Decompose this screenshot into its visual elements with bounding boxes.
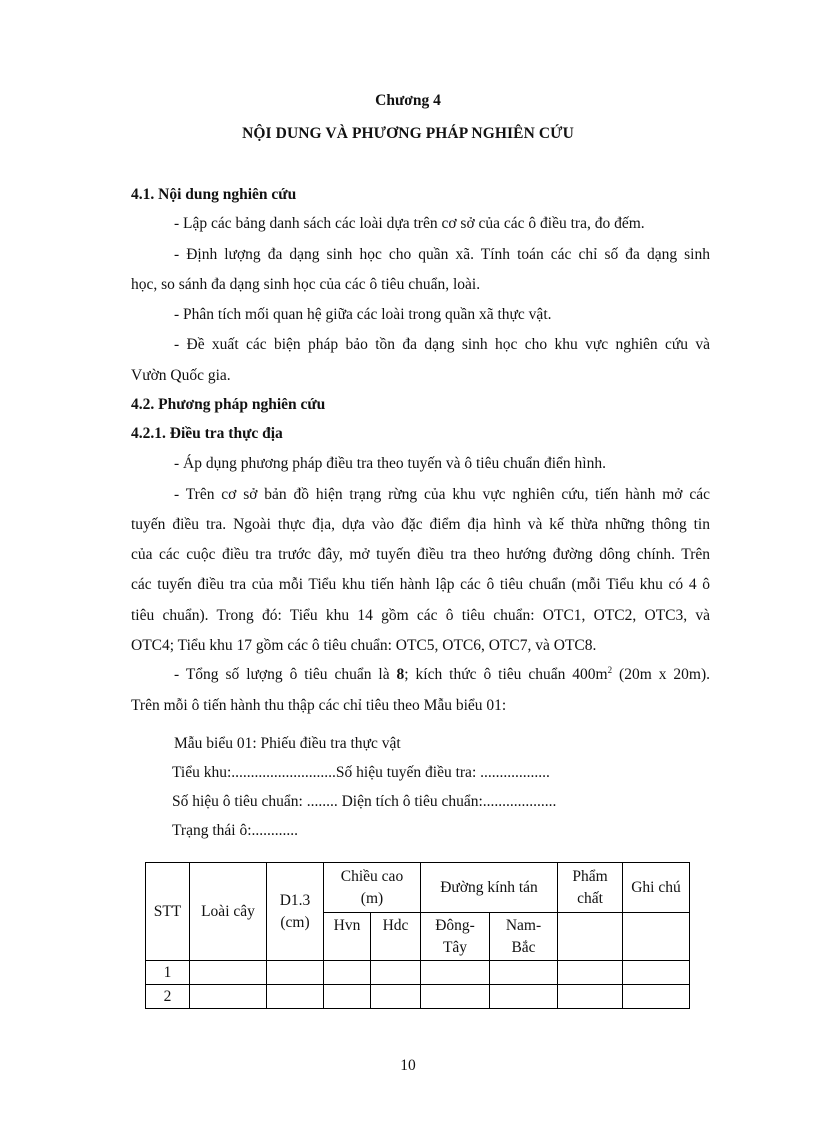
empty-cell — [623, 961, 690, 985]
header-hdc: Hdc — [371, 913, 421, 961]
empty-cell — [421, 985, 490, 1009]
header-quality — [558, 863, 623, 913]
page-number: 10 — [400, 1057, 416, 1074]
form-title: Mẫu biểu 01: Phiếu điều tra thực vật — [174, 735, 401, 752]
section-4-1-heading: 4.1. Nội dung nghiên cứu — [131, 186, 297, 203]
empty-cell — [421, 961, 490, 985]
plot-count-line — [174, 666, 710, 684]
paragraph-line: - Phân tích mối quan hệ giữa các loài trong quần xã thực vật. — [174, 306, 552, 323]
form-line-status: Trạng thái ô:............ — [172, 822, 299, 839]
header-notes: Ghi chú — [623, 863, 690, 913]
header-stt: STT — [146, 863, 190, 961]
header-crown: Đường kính tán — [421, 863, 558, 913]
east-west-1: Đông- — [435, 916, 475, 934]
paragraph-line: tuyến điều tra. Ngoài thực địa, dựa vào đặc điểm địa hình và kế thừa những thông tin — [131, 516, 710, 533]
empty-cell — [490, 985, 558, 1009]
paragraph-line: Vườn Quốc gia. — [131, 367, 231, 384]
count-post: (20m x 20m). — [612, 666, 711, 683]
header-east-west — [421, 913, 490, 961]
empty-cell — [490, 961, 558, 985]
row-number: 1 — [146, 961, 190, 985]
paragraph-line: học, so sánh đa dạng sinh học của các ô tiêu chuẩn, loài. — [131, 276, 481, 293]
paragraph-line: - Lập các bảng danh sách các loài dựa trên cơ sở của các ô điều tra, đo đếm. — [174, 215, 645, 232]
empty-cell — [623, 913, 690, 961]
paragraph-line: - Định lượng đa dạng sinh học cho quần xã. Tính toán các chỉ số đa dạng sinh — [174, 246, 710, 263]
empty-cell — [190, 985, 267, 1009]
header-d13 — [267, 863, 324, 961]
header-hvn: Hvn — [324, 913, 371, 961]
chapter-title: NỘI DUNG VÀ PHƯƠNG PHÁP NGHIÊN CỨU — [242, 125, 574, 142]
empty-cell — [558, 913, 623, 961]
count-mid: ; kích thức ô tiêu chuẩn 400m — [404, 666, 608, 683]
paragraph-line: của các cuộc điều tra trước đây, mở tuyến điều tra theo hướng đường dông chính. Trên — [131, 546, 710, 563]
header-quality-1: Phẩm — [572, 867, 608, 885]
header-height-label: Chiều cao — [340, 867, 404, 885]
count-pre: - Tổng số lượng ô tiêu chuẩn là — [174, 666, 397, 683]
paragraph-line: các tuyến điều tra của mỗi Tiểu khu tiến hành lập các ô tiêu chuẩn (mỗi Tiểu khu có 4 ô — [131, 576, 710, 593]
header-height — [324, 863, 421, 913]
table-row — [146, 961, 690, 985]
empty-cell — [324, 985, 371, 1009]
north-south-2: Bắc — [511, 938, 536, 956]
header-height-unit: (m) — [360, 889, 384, 907]
form-line-plot: Số hiệu ô tiêu chuẩn: ........ Diện tích ô tiêu chuẩn:................... — [172, 793, 557, 810]
empty-cell — [558, 961, 623, 985]
empty-cell — [371, 985, 421, 1009]
squared-superscript: 2 — [607, 664, 613, 675]
empty-cell — [623, 985, 690, 1009]
east-west-2: Tây — [442, 938, 468, 956]
empty-cell — [558, 985, 623, 1009]
form-line-subzone: Tiểu khu:...........................Số hiệu tuyến điều tra: .................. — [172, 764, 550, 781]
header-species: Loài cây — [190, 863, 267, 961]
paragraph-line: - Trên cơ sở bản đồ hiện trạng rừng của khu vực nghiên cứu, tiến hành mở các — [174, 486, 710, 503]
empty-cell — [190, 961, 267, 985]
row-number: 2 — [146, 985, 190, 1009]
empty-cell — [267, 961, 324, 985]
empty-cell — [267, 985, 324, 1009]
section-4-2-heading: 4.2. Phương pháp nghiên cứu — [131, 396, 326, 413]
north-south-1: Nam- — [505, 916, 542, 934]
survey-table — [145, 862, 690, 1009]
chapter-number: Chương 4 — [375, 92, 441, 109]
plot-count: 8 — [396, 666, 405, 683]
header-quality-2: chất — [577, 889, 603, 907]
empty-cell — [324, 961, 371, 985]
header-d13-unit: (cm) — [280, 913, 310, 931]
paragraph-line: - Áp dụng phương pháp điều tra theo tuyến và ô tiêu chuẩn điển hình. — [174, 455, 606, 472]
empty-cell — [371, 961, 421, 985]
table-row — [146, 985, 690, 1009]
paragraph-line: - Đề xuất các biện pháp bảo tồn đa dạng sinh học cho khu vực nghiên cứu và — [174, 336, 710, 353]
header-d13-label: D1.3 — [279, 891, 311, 909]
header-north-south — [490, 913, 558, 961]
paragraph-line: tiêu chuẩn). Trong đó: Tiểu khu 14 gồm các ô tiêu chuẩn: OTC1, OTC2, OTC3, và — [131, 607, 710, 624]
section-4-2-1-heading: 4.2.1. Điều tra thực địa — [131, 425, 283, 442]
paragraph-line: Trên mỗi ô tiến hành thu thập các chỉ tiêu theo Mẫu biểu 01: — [131, 697, 507, 714]
paragraph-line: OTC4; Tiểu khu 17 gồm các ô tiêu chuẩn: OTC5, OTC6, OTC7, và OTC8. — [131, 637, 597, 654]
